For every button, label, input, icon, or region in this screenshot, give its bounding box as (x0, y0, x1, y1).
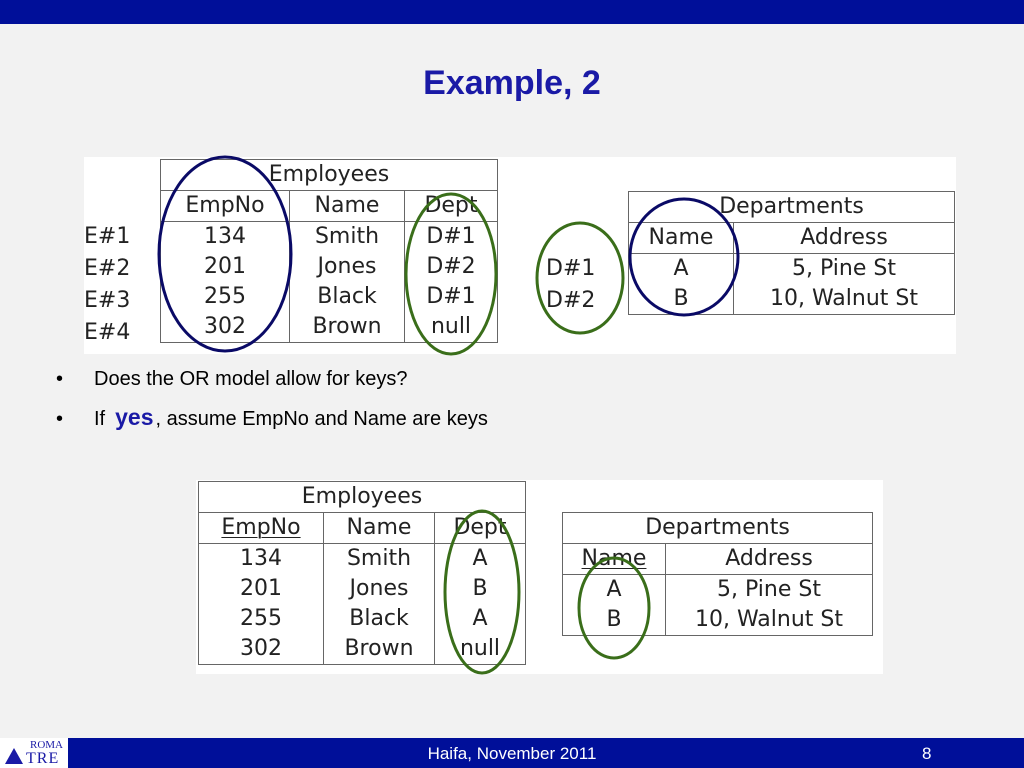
column-header (563, 544, 666, 575)
column-header: Name (290, 191, 405, 222)
footer-text: Haifa, November 2011 (427, 744, 597, 763)
logo-text-top: ROMA (30, 739, 64, 751)
table-cell: 5, Pine St (734, 254, 955, 285)
table-cell: B (563, 605, 666, 636)
column-header: Name (629, 223, 734, 254)
table-cell: B (629, 284, 734, 315)
footer-bar (0, 738, 1024, 768)
table-cell: Smith (290, 222, 405, 253)
departments-table (628, 191, 955, 315)
bullet-dot: • (56, 368, 64, 390)
bullet-dot: • (56, 408, 64, 430)
column-header: Name (324, 513, 435, 544)
table-cell: Brown (324, 634, 435, 665)
table-row (161, 252, 498, 282)
department-oid-labels (546, 253, 595, 317)
table-row (629, 284, 955, 315)
table-title: Employees (161, 160, 498, 191)
bullet-suffix: , assume EmpNo and Name are keys (155, 408, 488, 430)
employees-table (160, 159, 498, 343)
table-cell: Black (324, 604, 435, 634)
departments-table (562, 512, 873, 636)
table-title: Employees (199, 482, 526, 513)
bullet-emphasis: yes (115, 404, 154, 430)
key-header-name: Name (581, 546, 647, 571)
oid-label: E#4 (84, 320, 131, 345)
bullet-list (56, 368, 488, 440)
table-cell: Jones (324, 574, 435, 604)
oid-label: E#2 (84, 256, 131, 281)
table-cell: D#2 (405, 252, 498, 282)
table-cell: 10, Walnut St (666, 605, 873, 636)
table-cell: A (435, 544, 526, 575)
table-cell: 201 (161, 252, 290, 282)
oid-label: D#1 (546, 256, 596, 281)
bullet-item (56, 368, 488, 404)
employees-table (198, 481, 526, 665)
key-header-empno: EmpNo (221, 515, 301, 540)
table-title: Departments (629, 192, 955, 223)
table-row (161, 222, 498, 253)
logo-text-bottom: TRE (26, 750, 60, 767)
column-header: Address (666, 544, 873, 575)
page-number: 8 (922, 744, 932, 763)
table-cell: Jones (290, 252, 405, 282)
table-cell: null (435, 634, 526, 665)
table-cell: 302 (161, 312, 290, 343)
top-bar (0, 0, 1024, 24)
column-header: Address (734, 223, 955, 254)
table-cell: 134 (199, 544, 324, 575)
column-header: Dept (405, 191, 498, 222)
figure-key-tables (196, 480, 883, 674)
table-cell: D#1 (405, 222, 498, 253)
table-cell: 201 (199, 574, 324, 604)
bullet-item (56, 404, 488, 440)
oid-label: E#1 (84, 224, 131, 249)
table-cell: 302 (199, 634, 324, 665)
table-row (629, 254, 955, 285)
figure-oid-tables (84, 157, 956, 354)
table-cell: 10, Walnut St (734, 284, 955, 315)
table-cell: Brown (290, 312, 405, 343)
table-cell: 255 (199, 604, 324, 634)
oid-label: D#2 (546, 288, 596, 313)
table-row (199, 544, 526, 575)
table-cell: 5, Pine St (666, 575, 873, 606)
column-header: Dept (435, 513, 526, 544)
logo-icon (5, 748, 23, 764)
column-header (199, 513, 324, 544)
table-cell: A (629, 254, 734, 285)
bullet-text: Does the OR model allow for keys? (94, 368, 408, 390)
table-cell: B (435, 574, 526, 604)
table-cell: A (563, 575, 666, 606)
table-row (563, 605, 873, 636)
table-row (563, 575, 873, 606)
table-cell: A (435, 604, 526, 634)
bullet-prefix: If (94, 408, 106, 430)
oid-label: E#3 (84, 288, 131, 313)
table-cell: 255 (161, 282, 290, 312)
table-cell: 134 (161, 222, 290, 253)
table-cell: Smith (324, 544, 435, 575)
table-title: Departments (563, 513, 873, 544)
roma-tre-logo (0, 738, 68, 768)
employee-oid-labels (84, 221, 130, 349)
table-row (199, 604, 526, 634)
table-cell: D#1 (405, 282, 498, 312)
table-row (199, 634, 526, 665)
column-header: EmpNo (161, 191, 290, 222)
table-row (161, 282, 498, 312)
table-row (199, 574, 526, 604)
slide-title: Example, 2 (423, 64, 601, 102)
table-cell: Black (290, 282, 405, 312)
table-cell: null (405, 312, 498, 343)
table-row (161, 312, 498, 343)
